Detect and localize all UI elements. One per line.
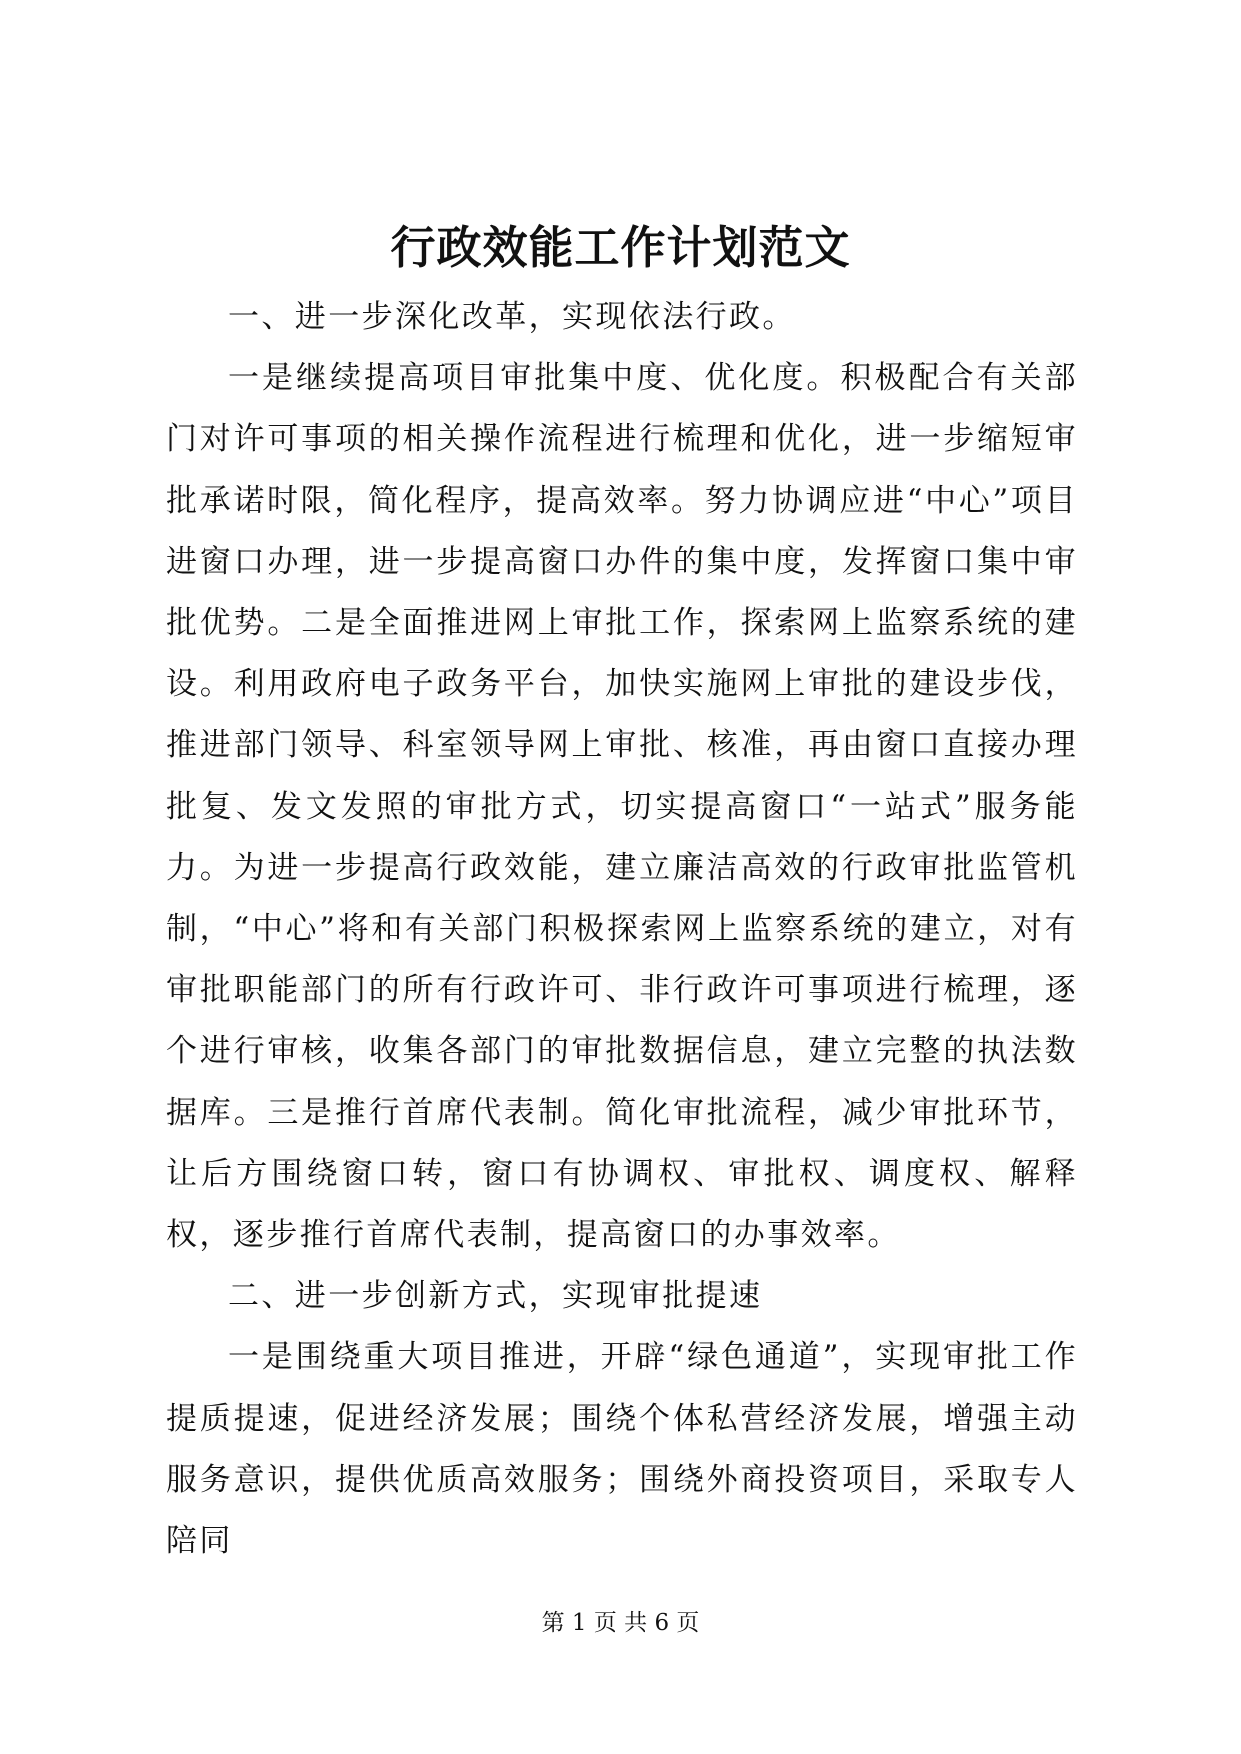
section-heading-1: 一、进一步深化改革，实现依法行政。 bbox=[228, 299, 796, 335]
document-title: 行政效能工作计划范文 bbox=[390, 221, 851, 274]
body-paragraph-2: 一是围绕重大项目推进，开辟“绿色通道”，实现审批工作提质提速，促进经济发展；围绕个体私营经济发展，增强主动服务意识，提供优质高效服务；围绕外商投资项目，采取专人陪同 bbox=[166, 1339, 1078, 1560]
body-paragraph-1: 一是继续提高项目审批集中度、优化度。积极配合有关部门对许可事项的相关操作流程进行梳理和优化，进一步缩短审批承诺时限，简化程序，提高效率。努力协调应进“中心”项目进窗口办理，进一步提高窗口办件的集中度，发挥窗口集中审批优势。二是全面推进网上审批工作，探索网上监察系统的建设。利用政府电子政务平台，加快实施网上审批的建设步伐，推进部门领导、科室领导网上审批、核准，再由窗口直接办理批复、发文发照的审批方式，切实提高窗口“一站式”服务能力。为进一步提高行政效能，建立廉洁高效的行政审批监管机制，“中心”将和有关部门积极探索网上监察系统的建立，对有审批职能部门的所有行政许可、非行政许可事项进行梳理，逐个进行审核，收集各部门的审批数据信息，建立完整的执法数据库。三是推行首席代表制。简化审批流程，减少审批环节，让后方围绕窗口转，窗口有协调权、审批权、调度权、解释权，逐步推行首席代表制，提高窗口的办事效率。 bbox=[166, 360, 1078, 1254]
section-heading-2: 二、进一步创新方式，实现审批提速 bbox=[228, 1278, 763, 1315]
page-number-footer: 第 1 页 共 6 页 bbox=[541, 1610, 700, 1636]
document-body bbox=[166, 287, 1078, 1572]
